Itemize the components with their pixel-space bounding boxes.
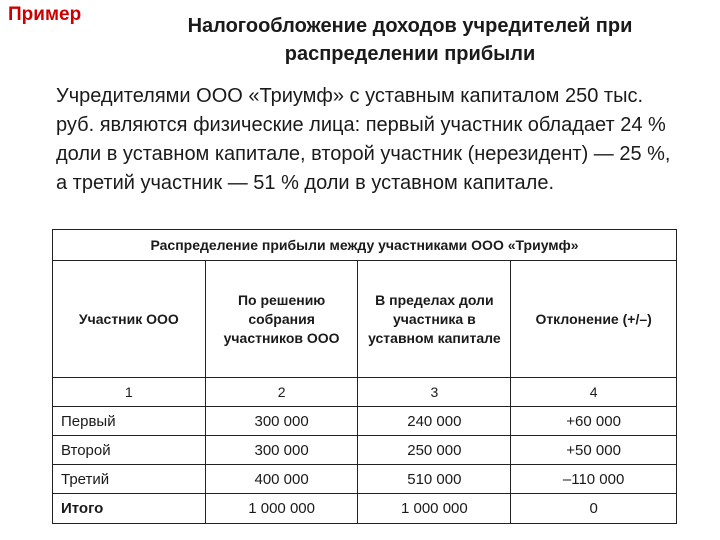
total-label: Итого	[53, 494, 206, 524]
column-number: 2	[205, 378, 358, 407]
amount-within-share: 240 000	[358, 407, 511, 436]
total-by-decision: 1 000 000	[205, 494, 358, 524]
header-participant: Участник ООО	[53, 261, 206, 378]
column-number: 1	[53, 378, 206, 407]
slide-title-line-2: распределении прибыли	[284, 43, 536, 65]
participant-name: Первый	[53, 407, 206, 436]
amount-within-share: 250 000	[358, 436, 511, 465]
amount-by-decision: 400 000	[205, 465, 358, 494]
problem-statement: Учредителями ООО «Триумф» с уставным капиталом 250 тыс. руб. являются физические лица: первый участник обладает 24 % доли в уставном капитале, второй участник (нерезидент) — 25 %, а третий участник — 51 % доли в уставном капитале.	[56, 85, 671, 194]
table-row	[53, 407, 677, 436]
amount-deviation: +50 000	[511, 436, 677, 465]
slide-title	[110, 12, 710, 68]
profit-distribution-table	[52, 229, 677, 524]
column-number: 3	[358, 378, 511, 407]
participant-name: Второй	[53, 436, 206, 465]
table-row	[53, 436, 677, 465]
table-caption: Распределение прибыли между участниками ООО «Триумф»	[53, 230, 677, 261]
slide-title-line-1: Налогообложение доходов учредителей при	[187, 15, 633, 37]
header-deviation: Отклонение (+/–)	[511, 261, 677, 378]
header-by-decision: По решению собрания участников ООО	[205, 261, 358, 378]
table-row	[53, 465, 677, 494]
example-tag: Пример	[8, 4, 82, 25]
amount-by-decision: 300 000	[205, 436, 358, 465]
amount-within-share: 510 000	[358, 465, 511, 494]
participant-name: Третий	[53, 465, 206, 494]
amount-deviation: +60 000	[511, 407, 677, 436]
column-number: 4	[511, 378, 677, 407]
total-deviation: 0	[511, 494, 677, 524]
amount-deviation: –110 000	[511, 465, 677, 494]
header-within-share: В пределах доли участника в уставном капитале	[358, 261, 511, 378]
total-row	[53, 494, 677, 524]
amount-by-decision: 300 000	[205, 407, 358, 436]
total-within-share: 1 000 000	[358, 494, 511, 524]
